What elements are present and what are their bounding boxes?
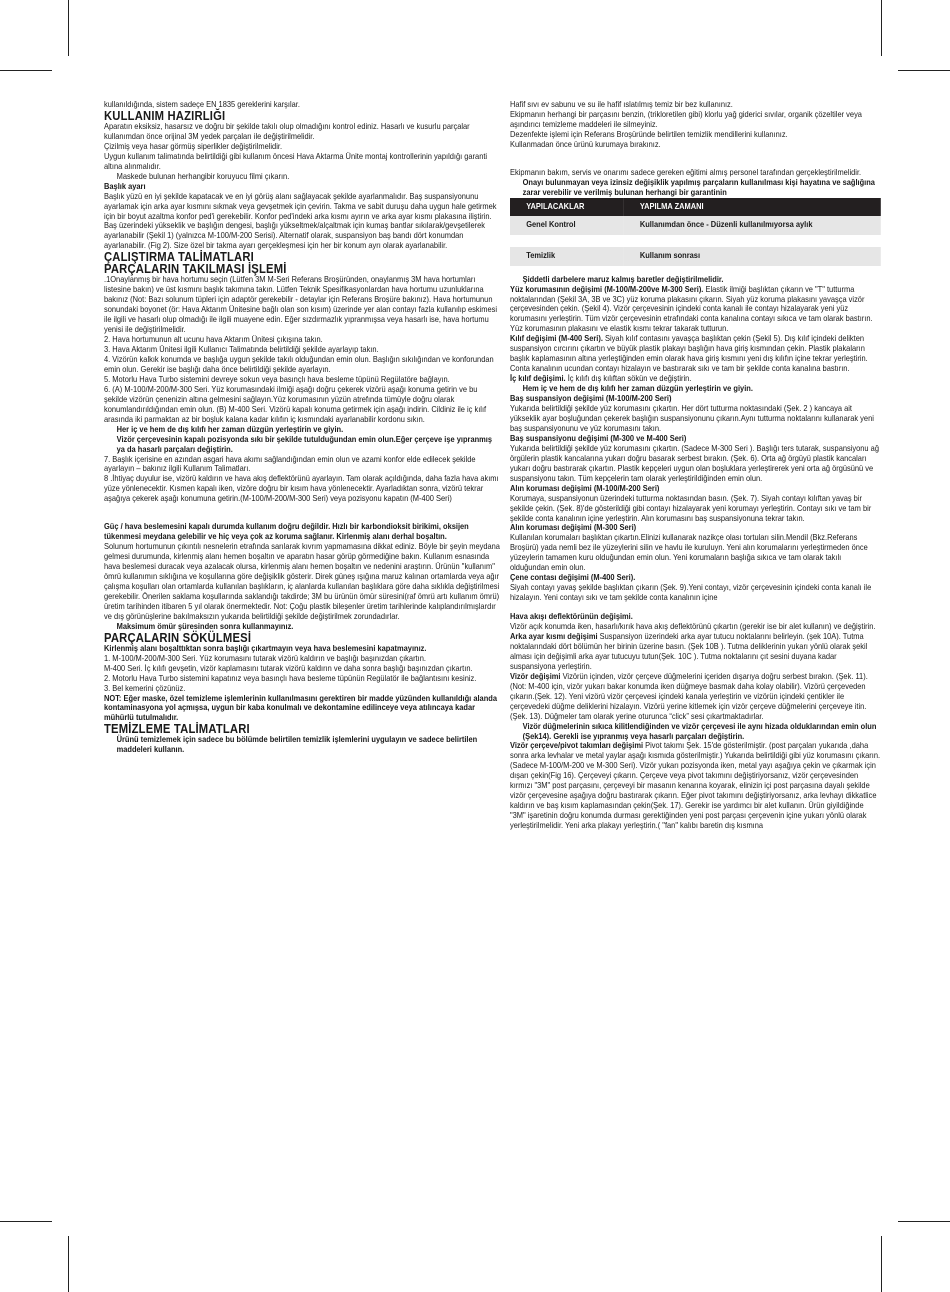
paragraph: Ekipmanın bakım, servis ve onarımı sadece gereken eğitimi almış personel tarafından gerçekleştirilmelidir. xyxy=(510,166,862,177)
note-text: NOT: Eğer maske, özel temizleme işlemlerinin kullanılmasını gerektiren bir madde yüzünden kullanıldığı alanda kontaminasyona yol açmışsa, uygun bir kaba konulmalı ve dekontamine edilinceye veya atılıncaya kadar mühürlü tutulmalıdır. xyxy=(104,692,497,723)
step: 4. Vizörün kalkık konumda ve başlığa uygun şekilde takılı olduğundan emin olun. Başlığın sıkılığından ve konforundan emin olun. Gerekir ise başlığı daha önce belirtildiği şekilde ayarlayın. xyxy=(104,353,494,374)
body-text: Siyah contayı yavaş şekilde başlıktan çıkarın (Şek. 9).Yeni contayı, vizör çerçevesinin içindeki conta kanalı ile hizalayın. Yeni contayı sıkı ve tam şekilde conta kanalının içine xyxy=(510,582,872,603)
subheading-baslik-ayari: Başlık ayarı xyxy=(104,180,146,191)
right-column xyxy=(510,100,881,831)
warning-text: Ürünü temizlemek için sadece bu bölümde belirtilen temizlik işlemlerini uygulayın ve sadece belirtilen maddeleri kullanın. xyxy=(116,734,478,755)
body-text: Elastik ilmiği başlıktan çıkarın ve "T" tutturma noktalarından (Şekil 3A, 3B ve 3C) yüz koruma plakasını çıkarın. Siyah yüz koruma plakasını yavaşça vizör çerçevesinden çekin. (Şekil 4). Vizör çerçevesinin içindeki conta kanalı ile contayı hizalayarak yeni yüz korumasını yerleştirin. Tüm vizör çerçevesinin etrafındaki conta kanalına contayı sıkıca ve tam olarak bastırın. Yüz korumasının plakasını ve elastik kısmı tekrar takarak tutturun. xyxy=(510,283,873,334)
paragraph xyxy=(510,632,881,672)
section-title-parcalarin-takilmasi: PARÇALARIN TAKILMASI İŞLEMİ xyxy=(104,262,287,277)
table-row xyxy=(510,216,881,235)
maintenance-table xyxy=(510,198,881,266)
body-text: Yukarıda belirtildiği şekilde yüz korumasını çıkartın. (Sadece M-300 Seri ). Başlığı ters tutarak, suspansiyonu ağ örgülerin plastik kancalarına yukarı doğru basarak serbest bırakın. (Şek. 6). Orta ağ örgüyü plastik kancaları yukarı doğru bastırarak çıkartın. Plastik kepçeleri uygun olan boşluklara yerleştirerek yeni orta ağ örgüsünü ve suspansiyonu takın. Tüm kepçelerin tam olarak yerleştirildiğinden emin olun. xyxy=(510,442,879,483)
paragraph: Ekipmanın herhangi bir parçasını benzin, (trikloretilen gibi) klorlu yağ giderici sıvılar, organik çözeltiler veya aşındırıcı temizleme maddeleri ile silmeyiniz. xyxy=(510,108,862,129)
step: M-400 Seri. İç kılıfı gevşetin, vizör kaplamasını tutarak vizörü kaldırın ve daha sonra başlığı başınızdan çıkartın. xyxy=(104,662,473,673)
paragraph: Aparatın eksiksiz, hasarsız ve doğru bir şekilde takılı olup olmadığını kontrol ediniz. Hasarlı ve kusurlu parçalar kullanımdan önce orijinal 3M yedek parçaları ile değiştirilmelidir. xyxy=(104,120,470,141)
paragraph: Maskede bulunan herhangibir koruyucu filmi çıkarın. xyxy=(116,170,290,181)
crop-mark-top-right xyxy=(898,70,950,71)
step: 2. Hava hortumunun alt ucunu hava Aktarım Ünitesi çıkışına takın. xyxy=(104,334,323,345)
intro-text: kullanıldığında, sistem sadeçe EN 1835 gereklerini karşılar. xyxy=(104,99,300,109)
paragraph xyxy=(510,741,881,831)
paragraph xyxy=(510,334,881,374)
table-row xyxy=(510,247,881,266)
crop-mark-top-right-v xyxy=(881,0,882,56)
paragraph: Uygun kullanım talimatında belirtildiği gibi kullanım öncesi Hava Aktarma Ünite montaj kontrollerinin yapıldığı garanti altına alınmalıdır. xyxy=(104,150,488,171)
warning-text: Vizör düğmelerinin sıkıca kilitlendiğinden ve vizör çerçevesi ile aynı hizada olduklarından emin olun (Şek14). Gerekli ise yıpranmış veya hasarlı parçaları değiştirin. xyxy=(522,720,877,741)
subheading: Kılıf değişimi (M-400 Seri). xyxy=(510,333,603,344)
crop-mark-bottom-right xyxy=(898,1221,950,1222)
section-title-temizleme: TEMİZLEME TALİMATLARI xyxy=(104,722,250,737)
table-cell: Kullanım sonrası xyxy=(624,247,881,266)
table-header-row xyxy=(510,198,881,216)
step: 2. Motorlu Hava Turbo sistemini kapatınız veya basınçlı hava besleme tüpünün Regülatör ile bağlantısını kesiniz. xyxy=(104,672,477,683)
paragraph: Solunum hortumunun çıkıntılı nesnelerin etrafında sarılarak kıvrım yapmamasına dikkat ediniz. Böyle bir şeyin meydana gelmesi durumunda, kirlenmiş alanı hemen boşaltın ve aparatın hasar görüp görmediğine bakın. Kullanım esnasında hava beslemesi duracak veya azalacak olursa, kirlenmiş alanı hemen boşaltın ve nedenini araştırın. Ürünün "kullanım" ömrü kullanımın sıklığına ve koşullarına göre değişiklik gösterir. Direk güneş ışığına maruz kalınan ortamlarda veya ağır çalışma koşulları olan ortamlarda kullanılan başlıkların, iç alanlarda kullanılan başlıklara göre daha sıklıkla değiştirilmesi gerekebilir. Önerilen saklama koşullarında saklandığı takdirde; 3M bu ürünün ömür süresini(raf ömrü artı kullanım ömrü) üretim tarihinden itibaren 5 yıl olarak önermektedir. Not: Çoğu plastik bileşenler üretim tarihlerinde kalıplandırılmışlardır ve dış görünüşlerine bakılmaksızın yukarıda belirtildiği şekilde değiştirilmek zorundadırlar. xyxy=(104,541,500,621)
paragraph: Başlık yüzü en iyi şekilde kapatacak ve en iyi görüş alanı sağlayacak şekilde ayarlanmalıdır. Baş suspansiyonunu ayarlamak için arka ayar kısmını sıkmak veya gevşetmek için çevirin. Takma ve sabit duruşu daha uygun hale getirmek için bir boyut azaltma konfor ped'i gerekebilir. Konfor ped'indeki arka kısmı ayırın ve arka ayar kısmı plakasına iliştirin. xyxy=(104,190,497,221)
body-text: Pivot takımı Şek. 15'de gösterilmiştir. (post parçaları yukarıda ,daha sonra arka levhalar ve metal yaylar aşağı kısmıda gösterilmiştir.) Yukarıda belirtildiği gibi yüz korumasını çıkarın. (Sadece M-100/M-200 ve M-300 Seri). Vizör yukarı pozisyonda iken, metal yayı aşağıya çekin ve çıkarmak için dışarı çekin(Fig 16). Çerçeveyi çıkarın. Çerçeve veya pivot takımını değiştiriyorsanız, vizör çerçevesinden kırmızı "3M" post parçasını, çerçeveyi bir masanın kenarına koyarak, elinizin içi post parçasına dayalı şekilde vizör çerçevesine aşağıya doğru bastırarak çıkarın. Eğer pivot takımını değiştiriyorsanız, arka levhayı dikkatlice kaldırın ve baş kısım kaplamasından çekin(Şek. 17). Gerekir ise yardımcı bir alet kullanın. Ürün giyildiğinde "3M" işaretinin doğru konumda durması gerektiğinden yeni post parçası çerçevenin içine yukarı yönlü olarak yerleştirilmelidir. Yeni arka plakayı yerleştirin.( "fan" kalıbı baretin dış kısmına xyxy=(510,740,881,831)
subheading: Arka ayar kısmı değişimi xyxy=(510,630,598,641)
subheading: Alın koruması değişimi (M-100/M-200 Seri) xyxy=(510,482,660,493)
paragraph: Kullanmadan önce ürünü kurumaya bırakınız. xyxy=(510,138,661,149)
subheading: Vizör değişimi xyxy=(510,670,561,681)
section-title-parcalarin-sokulmesi: PARÇALARIN SÖKÜLMESİ xyxy=(104,630,252,645)
table-header-yapilma-zamani: YAPILMA ZAMANI xyxy=(624,198,881,216)
warning-text: Maksimum ömür şüresinden sonra kullanmayınız. xyxy=(116,620,294,631)
paragraph: Çizilmiş veya hasar görmüş siperlikler değiştirilmelidir. xyxy=(104,140,283,151)
body-text: Vizör açık konumda iken, hasarlı/kırık hava akış deflektörünü çıkartın (gerekir ise bir alet kullanın) ve değiştirin. xyxy=(510,621,876,632)
step: 8 .İhtiyaç duyulur ise, vizörü kaldırın ve hava akış deflektörünü ayarlayın. Tam olarak açıldığında, daha fazla hava akımı yüze yönlenecektir. Kısmen kapalı iken, vizöre doğru bir kısım hava yönlenecektir. Ayarladıktan sonra, vizörü tekrar aşağıya çekerek aşağı konumuna getirin.(M-100/M-200/M-300 Seri) veya pozisyonu kapatın (M-400 Seri) xyxy=(104,473,499,504)
body-text: Yukarıda belirtildiği şekilde yüz korumasını çıkartın. Her dört tutturma noktasındaki (Şek. 2 ) kancaya ait yükseklik ayar boşluğundan çekerek başlığın suspansiyonunu çıkarın.Aynı tutturma noktalarını kullanarak yeni baş suspansiyonunu ve yüz korumasını takın. xyxy=(510,403,874,433)
body-text: Korumaya, suspansiyonun üzerindeki tutturma noktasından basın. (Şek. 7). Siyah contayı kılıftan yavaş bir şekilde çekin. (Şek. 8)'de gösterildiği gibi contayı hizalayarak yeni korumayı yerleştirin. Contayı sıkı ve tam bir şekilde conta kanalının içine yerleştirin. Alın korumasını baş suspansiyonuna tekrar takın. xyxy=(510,492,872,523)
paragraph: Baş üzerindeki yükseklik ve başlığın dengesi, başlığı yükseltmek/alçaltmak için kumaş bantlar sıkılarak/gevşetilerek ayarlanabilir (Şekil 1) (yalnızca M-100/M-200 Serisi). Alternatif olarak, suspansiyon baş bandı dört konumdan ayarlanabilir. (Fig 2). Size özel bir takma ayarı gerçekleşmesi için her bir konum ayrı olarak ayarlanabilir. xyxy=(104,220,486,251)
body-text: Suspansiyon üzerindeki arka ayar tutucu noktalarını belirleyin. (şek 10A). Tutma noktalarındaki dört bölümün her birinin üzerine basın. (Şek 10B ). Tutma deliklerinin yukarı yönlü olarak şekil alması için değişimli arka ayar tutucuyu tutun(Şek. 10C ). Tutma noktalarını çıt sesini duyana kadar suspansiyona yerleştirin. xyxy=(510,630,868,671)
step: 1. M-100/M-200/M-300 Seri. Yüz korumasını tutarak vizörü kaldırın ve başlığı başınızdan çıkartın. xyxy=(104,652,426,663)
crop-mark-bottom-left-v xyxy=(68,1236,69,1292)
paragraph: Dezenfekte işlemi için Referans Broşüründe belirtilen temizlik mendillerini kullanınız. xyxy=(510,128,788,139)
subheading: Alın koruması değişimi (M-300 Seri) xyxy=(510,522,637,533)
crop-mark-bottom-left xyxy=(0,1221,52,1222)
body-text: Kullanılan korumaları başlıktan çıkartın.Elinizi kullanarak nazikçe olası tortuları silin.Mendil (Bkz.Referans Broşürü) yada nemli bez ile yüzeylerini silin ve havlu ile kuruluyn. Yeni alın korumalarını yerleştirmeden önce yüzeylerin tamamen kuru olduğundan emin olun. Yeni korumaların başlığa sıkıca ve tam olarak takılı olduğundan emin olun. xyxy=(510,532,868,573)
step: 3. Bel kemerini çözünüz. xyxy=(104,682,186,693)
left-column xyxy=(104,100,500,755)
warning-text: Şiddetli darbelere maruz kalmış baretler değiştirilmelidir. xyxy=(522,273,724,284)
table-cell: Genel Kontrol xyxy=(510,216,624,235)
warning-text: Kirlenmiş alanı boşalttıktan sonra başlığı çıkartmayın veya hava beslemesini kapatmayınız. xyxy=(104,642,427,653)
table-cell: Kullanımdan önce - Düzenli kullanılmıyorsa aylık xyxy=(624,216,881,235)
body-text: Vizörün içinden, vizör çerçeve düğmelerini içeriden dışarıya doğru serbest bırakın. (Şek. 11). (Not: M-400 için, vizör yukarı bakar konumda iken düğmeye basmak daha kolay olabilir). Vizörü çerçeveden çıkarın.(Şek. 12). Yeni vizörü vizör çerçevesi içindeki kanala yerleştirin ve vizörün içindeki çentikler ile çerçevedeki düğme deliklerini hizalayın. Vizörü yerine kitlemek için vizör çerçeve düğmelerini çerçeveye itin.(Şek. 13). Düğmeler tam olarak yerine oturunca “click” sesi çıkartmaktadırlar. xyxy=(510,670,868,721)
subheading: Hava akışı deflektörünün değişimi. xyxy=(510,611,633,622)
step: .1Onaylanmış bir hava hortumu seçin (Lütfen 3M M-Seri Referans Broşüründen, onaylanmış 3M hava hortumları listesine bakın) ve üst kısmını başlık takımına takın. Lütfen Teknik Spesifikasyonlardan hava hortumu uzunluklarına bakınız (Not: Bazı solunum tüpleri için adaptör gerekebilir - detaylar için Referans Broşüre bakınız). Hava hortumunun sonundaki boyonet (ör: Hava Aktarım Ünitesine bağlı olan son kısım) üzerinde yer alan contayı fazla kullanılıp eskimesi ile ilgili ve hasarlı olup olmadığı ile ilgili muayene edin. Eğer sızdırmazlık yıpranmışsa veya hasarlı ise, hava hortumu yenisi ile değiştirilmelidir. xyxy=(104,274,498,335)
step: 5. Motorlu Hava Turbo sistemini devreye sokun veya basınçlı hava besleme tüpünü Regülatöre bağlayın. xyxy=(104,373,450,384)
subheading: Çene contası değişimi (M-400 Seri). xyxy=(510,572,636,583)
subheading: Vizör çerçeve/pivot takımları değişimi xyxy=(510,740,644,751)
crop-mark-top-left-v xyxy=(68,0,69,56)
body-text: Siyah kılıf contasını yavaşça başlıktan çekin (Şekil 5). Dış kılıf içindeki delikten suspansiyon cırcırını çıkartın ve büyük plastik plakayı başlığın hava giriş kısmından çekin. Plastik plakaların başlık kaplamasının altına yerleştiğinden emin olarak hava giriş kısmını yeni dış kılıfın içine tekrar yerleştirin. Conta kanalının ucundan contayı hizalayın ve bastırarak sıkı ve tam bir şekilde conta kanalına bastırın. xyxy=(510,333,868,374)
paragraph: Hafif sıvı ev sabunu ve su ile hafif ıslatılmış temiz bir bez kullanınız. xyxy=(510,99,733,109)
section-title-kullanim-hazirligi: KULLANIM HAZIRLIĞI xyxy=(104,108,226,123)
section-title-calistirma: ÇALIŞTIRMA TALİMATLARI xyxy=(104,250,254,265)
subheading: İç kılıf değişimi. xyxy=(510,373,566,384)
step: 3. Hava Aktarım Ünitesi ilgili Kullanıcı Talimatında belirtildiği şekilde ayarlayıp takın. xyxy=(104,344,379,355)
body-text: İç kılıfı dış kılıftan sökün ve değiştirin. xyxy=(567,373,692,384)
warning-text: Hem iç ve hem de dış kılıfı her zaman düzgün yerleştirin ve giyin. xyxy=(522,383,753,394)
crop-mark-top-left xyxy=(0,70,52,71)
warning-text: Vizör çerçevesinin kapalı pozisyonda sıkı bir şekilde tutulduğundan emin olun.Eğer çerçeve işe yıpranmış ya da hasarlı parçaları değiştirin. xyxy=(116,433,493,454)
crop-mark-bottom-right-v xyxy=(881,1236,882,1292)
table-cell: Temizlik xyxy=(510,247,624,266)
warning-text: Her iç ve hem de dış kılıfı her zaman düzgün yerleştirin ve giyin. xyxy=(116,423,344,434)
step: 6. (A) M-100/M-200/M-300 Seri. Yüz korumasındaki ilmiği aşağı doğru çekerek vizörü aşağı konuma getirin ve bu şekilde vizörün çenenizin altına gelmesini sağlayın.Yüz korumasının yüzün atrefında tümüyle doğru olarak konumlandırıldığından emin olun. (B) M-400 Seri. Vizörü kapalı konuma getirmek için aşağı indirin. Cildiniz ile iç kılıf arasında iki parmaktan az bir boşluk kalana kadar kılıfın iç kısmındaki ayarlanabilir kordonu sıkın. xyxy=(104,383,487,424)
step: 7. Başlık içerisine en azından asgari hava akımı sağlandığından emin olun ve azami konfor elde edilecek şekilde ayarlayın – bakınız ilgili Kullanım Talimatları. xyxy=(104,453,476,474)
table-header-yapilacaklar: YAPILACAKLAR xyxy=(510,198,624,216)
subheading: Baş suspansiyon değişimi (M-100/M-200 Seri) xyxy=(510,393,672,404)
paragraph xyxy=(510,285,881,335)
warning-text: Güç / hava beslemesini kapalı durumda kullanım doğru değildir. Hızlı bir karbondioksit birikimi, oksijen tükenmesi meydana gelebilir ve hiç veya çok az koruma sağlanır. Kirlenmiş alanı derhal boşaltın. xyxy=(104,521,469,542)
warning-text: Onayı bulunmayan veya izinsiz değişiklik yapılmış parçaların kullanılması kişi hayatına ve sağlığına zarar verebilir ve verilmiş bulunan herhangi bir garantinin xyxy=(522,176,875,197)
paragraph xyxy=(510,672,881,722)
subheading: Yüz korumasının değişimi (M-100/M-200ve M-300 Seri). xyxy=(510,283,704,294)
subheading: Baş suspansiyonu değişimi (M-300 ve M-400 Seri) xyxy=(510,432,687,443)
